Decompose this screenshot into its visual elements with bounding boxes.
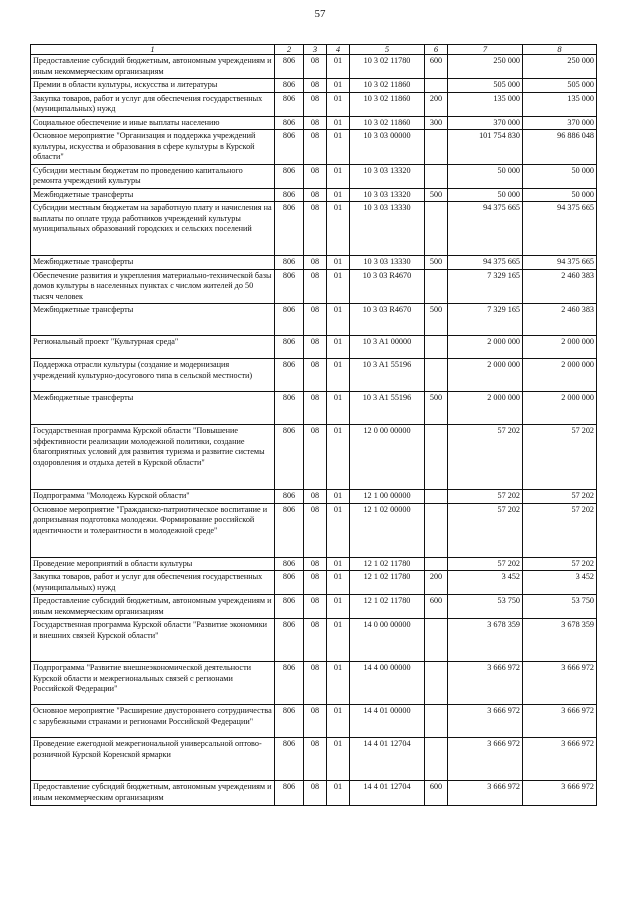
- table-row: [31, 595, 597, 619]
- table-row: [31, 738, 597, 781]
- row-name-cell: Проведение ежегодной межрегиональной универсальной оптово-розничной Курской Коренской ярмарки: [31, 738, 275, 781]
- row-value-cell: [425, 557, 448, 571]
- row-value-cell: 08: [304, 595, 327, 619]
- row-value-cell: 10 3 A1 55196: [350, 392, 425, 425]
- row-value-cell: 01: [327, 164, 350, 188]
- row-value-cell: 08: [304, 164, 327, 188]
- row-value-cell: 600: [425, 55, 448, 79]
- row-value-cell: [425, 202, 448, 256]
- row-value-cell: 08: [304, 503, 327, 557]
- row-value-cell: 12 0 00 00000: [350, 425, 425, 490]
- row-value-cell: 01: [327, 79, 350, 93]
- table-row: [31, 619, 597, 662]
- row-value-cell: 806: [275, 662, 304, 705]
- row-value-cell: 10 3 03 R4670: [350, 304, 425, 336]
- row-value-cell: 08: [304, 571, 327, 595]
- row-value-cell: 08: [304, 202, 327, 256]
- row-value-cell: [425, 705, 448, 738]
- budget-table: [30, 44, 597, 806]
- row-value-cell: 806: [275, 738, 304, 781]
- page-number: 57: [314, 8, 326, 20]
- row-value-cell: 806: [275, 202, 304, 256]
- row-value-cell: 500: [425, 188, 448, 202]
- row-value-cell: 250 000: [448, 55, 523, 79]
- row-value-cell: 01: [327, 503, 350, 557]
- row-value-cell: 806: [275, 392, 304, 425]
- row-value-cell: 806: [275, 503, 304, 557]
- row-name-cell: Социальное обеспечение и иные выплаты населению: [31, 116, 275, 130]
- row-value-cell: 2 000 000: [448, 336, 523, 359]
- row-value-cell: 08: [304, 130, 327, 165]
- table-row: [31, 336, 597, 359]
- row-value-cell: 08: [304, 359, 327, 392]
- row-value-cell: 01: [327, 116, 350, 130]
- row-value-cell: 14 4 00 00000: [350, 662, 425, 705]
- row-value-cell: 12 1 02 00000: [350, 503, 425, 557]
- row-value-cell: 08: [304, 490, 327, 504]
- row-name-cell: Закупка товаров, работ и услуг для обеспечения государственных (муниципальных) нужд: [31, 571, 275, 595]
- row-value-cell: 505 000: [448, 79, 523, 93]
- row-value-cell: 57 202: [448, 503, 523, 557]
- row-value-cell: 08: [304, 705, 327, 738]
- row-value-cell: 57 202: [523, 503, 597, 557]
- row-value-cell: 806: [275, 571, 304, 595]
- row-value-cell: 806: [275, 188, 304, 202]
- row-value-cell: 10 3 02 11860: [350, 79, 425, 93]
- table-row: [31, 202, 597, 256]
- row-value-cell: 101 754 830: [448, 130, 523, 165]
- column-header: 5: [350, 45, 425, 55]
- table-row: [31, 55, 597, 79]
- row-value-cell: 2 460 383: [523, 304, 597, 336]
- row-value-cell: 806: [275, 130, 304, 165]
- table-row: [31, 705, 597, 738]
- table-row: [31, 557, 597, 571]
- row-value-cell: 300: [425, 116, 448, 130]
- row-value-cell: 57 202: [523, 490, 597, 504]
- row-value-cell: 3 666 972: [523, 781, 597, 806]
- row-value-cell: [425, 164, 448, 188]
- row-value-cell: 2 000 000: [523, 392, 597, 425]
- row-name-cell: Субсидии местным бюджетам по проведению капитального ремонта учреждений культуры: [31, 164, 275, 188]
- row-value-cell: 3 666 972: [448, 781, 523, 806]
- row-value-cell: 3 666 972: [448, 738, 523, 781]
- row-value-cell: 08: [304, 662, 327, 705]
- column-header: 7: [448, 45, 523, 55]
- row-name-cell: Предоставление субсидий бюджетным, автономным учреждениям и иным некоммерческим организациям: [31, 781, 275, 806]
- row-value-cell: 53 750: [523, 595, 597, 619]
- row-value-cell: 7 329 165: [448, 269, 523, 304]
- table-row: [31, 92, 597, 116]
- row-value-cell: 806: [275, 55, 304, 79]
- row-value-cell: [425, 503, 448, 557]
- row-value-cell: 50 000: [523, 164, 597, 188]
- row-value-cell: 806: [275, 336, 304, 359]
- row-name-cell: Премии в области культуры, искусства и литературы: [31, 79, 275, 93]
- row-value-cell: 01: [327, 392, 350, 425]
- row-value-cell: 10 3 03 R4670: [350, 269, 425, 304]
- row-value-cell: 806: [275, 256, 304, 270]
- row-name-cell: Межбюджетные трансферты: [31, 256, 275, 270]
- row-name-cell: Проведение мероприятий в области культуры: [31, 557, 275, 571]
- row-value-cell: 01: [327, 202, 350, 256]
- table-row: [31, 256, 597, 270]
- table-header-row: [31, 45, 597, 55]
- row-name-cell: Подпрограмма "Развитие внешнеэкономической деятельности Курской области и межрегиональных связей с регионами Российской Федерации": [31, 662, 275, 705]
- row-value-cell: 200: [425, 571, 448, 595]
- row-value-cell: 08: [304, 256, 327, 270]
- row-value-cell: 08: [304, 188, 327, 202]
- row-value-cell: 08: [304, 55, 327, 79]
- row-value-cell: 3 666 972: [448, 705, 523, 738]
- row-value-cell: 57 202: [523, 557, 597, 571]
- row-value-cell: 01: [327, 130, 350, 165]
- row-value-cell: 08: [304, 336, 327, 359]
- row-value-cell: 12 1 02 11780: [350, 571, 425, 595]
- row-value-cell: 3 678 359: [523, 619, 597, 662]
- row-value-cell: 01: [327, 256, 350, 270]
- row-value-cell: 01: [327, 359, 350, 392]
- table-row: [31, 269, 597, 304]
- column-header: 1: [31, 45, 275, 55]
- row-value-cell: 14 4 01 12704: [350, 738, 425, 781]
- row-name-cell: Основное мероприятие "Организация и поддержка учреждений культуры, искусства и образования в сфере культуры в Курской области": [31, 130, 275, 165]
- row-value-cell: 96 886 048: [523, 130, 597, 165]
- row-name-cell: Межбюджетные трансферты: [31, 392, 275, 425]
- row-name-cell: Основное мероприятие "Гражданско-патриотическое воспитание и допризывная подготовка молодежи. Формирование российской идентичности и толерантности в молодежной среде": [31, 503, 275, 557]
- row-value-cell: [425, 359, 448, 392]
- row-value-cell: 12 1 02 11780: [350, 595, 425, 619]
- row-value-cell: 135 000: [523, 92, 597, 116]
- table-row: [31, 571, 597, 595]
- row-value-cell: 806: [275, 595, 304, 619]
- row-value-cell: 806: [275, 619, 304, 662]
- row-value-cell: 01: [327, 738, 350, 781]
- row-value-cell: 10 3 03 13320: [350, 188, 425, 202]
- row-value-cell: 806: [275, 557, 304, 571]
- row-value-cell: 806: [275, 425, 304, 490]
- row-value-cell: 10 3 A1 55196: [350, 359, 425, 392]
- row-value-cell: [425, 738, 448, 781]
- row-value-cell: 500: [425, 304, 448, 336]
- column-header: 2: [275, 45, 304, 55]
- row-value-cell: 2 000 000: [523, 336, 597, 359]
- row-value-cell: 806: [275, 781, 304, 806]
- row-value-cell: 57 202: [523, 425, 597, 490]
- row-value-cell: 10 3 03 13320: [350, 164, 425, 188]
- row-name-cell: Региональный проект "Культурная среда": [31, 336, 275, 359]
- row-value-cell: 806: [275, 79, 304, 93]
- row-value-cell: 01: [327, 304, 350, 336]
- row-value-cell: 3 678 359: [448, 619, 523, 662]
- row-value-cell: 250 000: [523, 55, 597, 79]
- table-row: [31, 359, 597, 392]
- row-value-cell: 806: [275, 705, 304, 738]
- row-value-cell: 3 666 972: [523, 662, 597, 705]
- row-value-cell: 01: [327, 55, 350, 79]
- row-name-cell: Обеспечение развития и укрепления материально-технической базы домов культуры в населенных пунктах с числом жителей до 50 тысяч человек: [31, 269, 275, 304]
- row-value-cell: 94 375 665: [523, 202, 597, 256]
- row-value-cell: 14 4 01 12704: [350, 781, 425, 806]
- row-value-cell: 50 000: [448, 188, 523, 202]
- row-value-cell: 08: [304, 392, 327, 425]
- row-value-cell: 3 666 972: [448, 662, 523, 705]
- row-value-cell: 01: [327, 705, 350, 738]
- row-value-cell: 01: [327, 557, 350, 571]
- row-name-cell: Субсидии местным бюджетам на заработную плату и начисления на выплаты по оплате труда работников учреждений культуры муниципальных образований городских и сельских поселений: [31, 202, 275, 256]
- row-value-cell: 08: [304, 304, 327, 336]
- table-row: [31, 130, 597, 165]
- table-row: [31, 188, 597, 202]
- row-value-cell: [425, 269, 448, 304]
- row-value-cell: [425, 425, 448, 490]
- column-header: 4: [327, 45, 350, 55]
- row-value-cell: 01: [327, 92, 350, 116]
- row-value-cell: 3 452: [448, 571, 523, 595]
- table-row: [31, 164, 597, 188]
- column-header: 6: [425, 45, 448, 55]
- row-name-cell: Государственная программа Курской области "Развитие экономики и внешних связей Курской области": [31, 619, 275, 662]
- row-value-cell: 3 452: [523, 571, 597, 595]
- row-value-cell: 2 000 000: [448, 359, 523, 392]
- row-value-cell: 01: [327, 336, 350, 359]
- row-value-cell: 01: [327, 571, 350, 595]
- row-value-cell: 01: [327, 425, 350, 490]
- row-value-cell: 10 3 03 00000: [350, 130, 425, 165]
- row-value-cell: 10 3 A1 00000: [350, 336, 425, 359]
- row-value-cell: [425, 662, 448, 705]
- row-value-cell: 10 3 02 11860: [350, 116, 425, 130]
- table-row: [31, 503, 597, 557]
- row-value-cell: 2 460 383: [523, 269, 597, 304]
- row-value-cell: 50 000: [448, 164, 523, 188]
- row-value-cell: 08: [304, 557, 327, 571]
- row-name-cell: Государственная программа Курской области "Повышение эффективности реализации молодежной политики, создание благоприятных условий для развития туризма и развитие системы оздоровления и отдыха детей в Курской области": [31, 425, 275, 490]
- row-value-cell: [425, 79, 448, 93]
- row-value-cell: 2 000 000: [523, 359, 597, 392]
- row-name-cell: Основное мероприятие "Расширение двустороннего сотрудничества с зарубежными странами и регионами Российской Федерации": [31, 705, 275, 738]
- row-value-cell: [425, 130, 448, 165]
- row-value-cell: 370 000: [523, 116, 597, 130]
- table-row: [31, 490, 597, 504]
- row-value-cell: 12 1 02 11780: [350, 557, 425, 571]
- row-value-cell: 57 202: [448, 557, 523, 571]
- row-value-cell: 08: [304, 116, 327, 130]
- row-value-cell: 505 000: [523, 79, 597, 93]
- row-value-cell: 600: [425, 781, 448, 806]
- row-value-cell: 806: [275, 269, 304, 304]
- row-name-cell: Межбюджетные трансферты: [31, 188, 275, 202]
- row-value-cell: [425, 619, 448, 662]
- table-row: [31, 304, 597, 336]
- row-value-cell: 57 202: [448, 490, 523, 504]
- row-value-cell: 500: [425, 392, 448, 425]
- row-value-cell: 53 750: [448, 595, 523, 619]
- row-value-cell: 01: [327, 269, 350, 304]
- row-value-cell: 12 1 00 00000: [350, 490, 425, 504]
- row-value-cell: 08: [304, 269, 327, 304]
- row-value-cell: 500: [425, 256, 448, 270]
- row-name-cell: Межбюджетные трансферты: [31, 304, 275, 336]
- row-value-cell: 57 202: [448, 425, 523, 490]
- row-value-cell: 94 375 665: [448, 202, 523, 256]
- row-value-cell: 7 329 165: [448, 304, 523, 336]
- row-value-cell: 200: [425, 92, 448, 116]
- row-name-cell: Предоставление субсидий бюджетным, автономным учреждениям и иным некоммерческим организациям: [31, 595, 275, 619]
- row-value-cell: 08: [304, 79, 327, 93]
- row-name-cell: Подпрограмма "Молодежь Курской области": [31, 490, 275, 504]
- row-value-cell: 600: [425, 595, 448, 619]
- table-row: [31, 392, 597, 425]
- row-value-cell: 3 666 972: [523, 705, 597, 738]
- row-value-cell: 94 375 665: [448, 256, 523, 270]
- row-value-cell: 01: [327, 619, 350, 662]
- row-name-cell: Предоставление субсидий бюджетным, автономным учреждениям и иным некоммерческим организациям: [31, 55, 275, 79]
- table-row: [31, 662, 597, 705]
- row-value-cell: 10 3 02 11780: [350, 55, 425, 79]
- row-value-cell: 10 3 03 13330: [350, 256, 425, 270]
- table-row: [31, 116, 597, 130]
- row-value-cell: 806: [275, 164, 304, 188]
- row-value-cell: 08: [304, 781, 327, 806]
- row-value-cell: 08: [304, 425, 327, 490]
- table-row: [31, 781, 597, 806]
- row-value-cell: 94 375 665: [523, 256, 597, 270]
- table-row: [31, 425, 597, 490]
- row-name-cell: Поддержка отрасли культуры (создание и модернизация учреждений культурно-досугового типа в сельской местности): [31, 359, 275, 392]
- row-name-cell: Закупка товаров, работ и услуг для обеспечения государственных (муниципальных) нужд: [31, 92, 275, 116]
- row-value-cell: 806: [275, 304, 304, 336]
- row-value-cell: 806: [275, 490, 304, 504]
- row-value-cell: 10 3 03 13330: [350, 202, 425, 256]
- column-header: 3: [304, 45, 327, 55]
- row-value-cell: 08: [304, 738, 327, 781]
- row-value-cell: 08: [304, 619, 327, 662]
- column-header: 8: [523, 45, 597, 55]
- row-value-cell: 08: [304, 92, 327, 116]
- row-value-cell: 14 4 01 00000: [350, 705, 425, 738]
- row-value-cell: 14 0 00 00000: [350, 619, 425, 662]
- row-value-cell: 50 000: [523, 188, 597, 202]
- row-value-cell: [425, 336, 448, 359]
- row-value-cell: 01: [327, 490, 350, 504]
- row-value-cell: 806: [275, 359, 304, 392]
- row-value-cell: [425, 490, 448, 504]
- row-value-cell: 370 000: [448, 116, 523, 130]
- row-value-cell: 2 000 000: [448, 392, 523, 425]
- row-value-cell: 3 666 972: [523, 738, 597, 781]
- row-value-cell: 135 000: [448, 92, 523, 116]
- row-value-cell: 01: [327, 188, 350, 202]
- row-value-cell: 01: [327, 662, 350, 705]
- row-value-cell: 806: [275, 116, 304, 130]
- row-value-cell: 01: [327, 781, 350, 806]
- table-row: [31, 79, 597, 93]
- row-value-cell: 01: [327, 595, 350, 619]
- row-value-cell: 806: [275, 92, 304, 116]
- row-value-cell: 10 3 02 11860: [350, 92, 425, 116]
